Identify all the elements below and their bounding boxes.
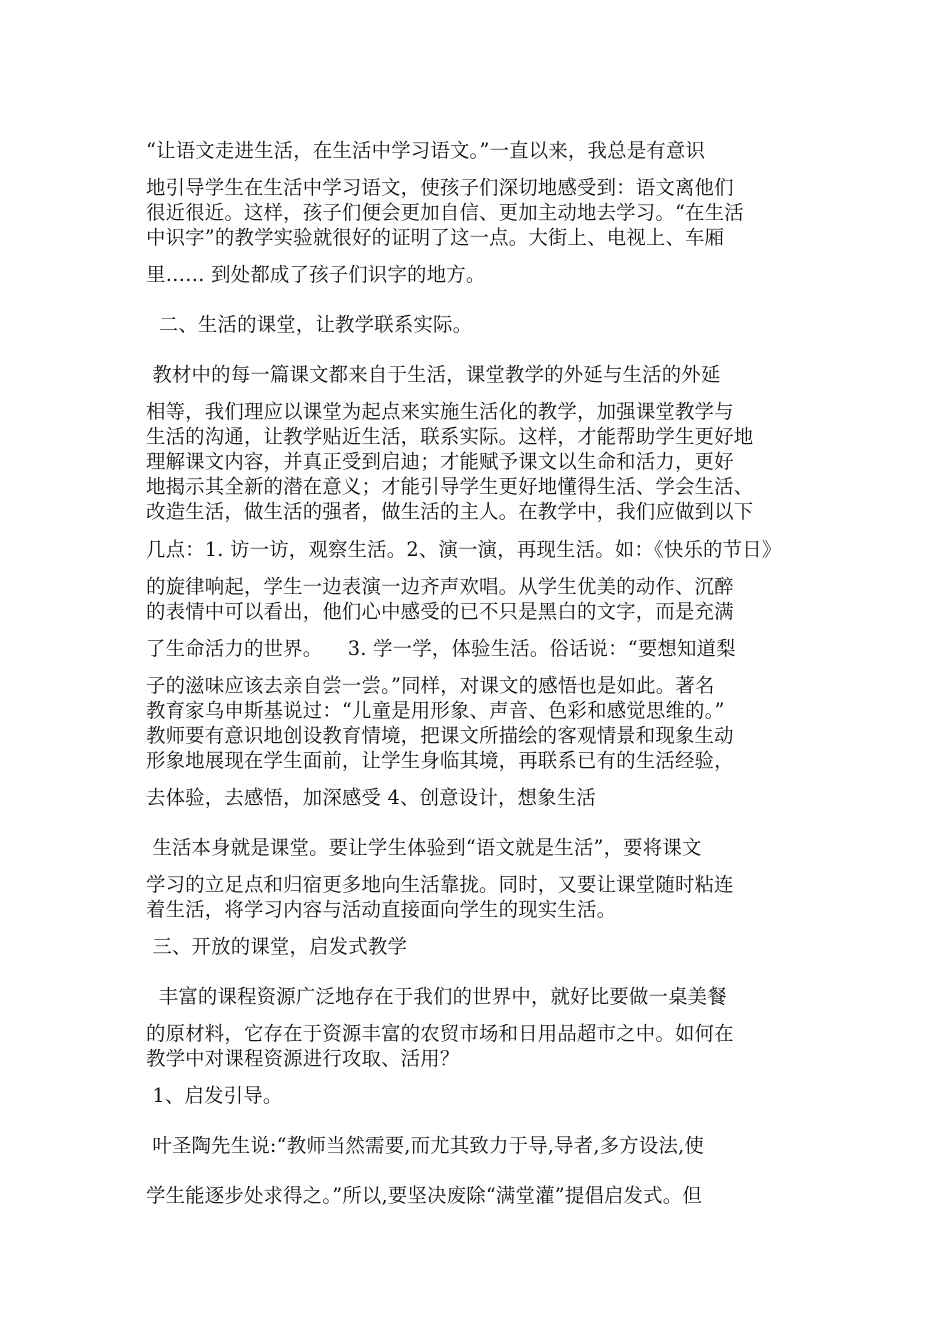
paragraph-line: 丰富的课程资源广泛地存在于我们的世界中，就好比要做一桌美餐 xyxy=(146,985,727,1008)
paragraph-line: 的原材料，它存在于资源丰富的农贸市场和日用品超市之中。如何在 xyxy=(146,1022,734,1045)
paragraph-line: 地引导学生在生活中学习语文，使孩子们深切地感受到：语文离他们 xyxy=(146,176,734,199)
section-heading: 二、生活的课堂，让教学联系实际。 xyxy=(146,313,473,336)
paragraph-line: 学习的立足点和归宿更多地向生活靠拢。同时，又要让课堂随时粘连 xyxy=(146,873,734,896)
paragraph-line: 生活的沟通，让教学贴近生活，联系实际。这样，才能帮助学生更好地 xyxy=(146,425,754,448)
paragraph-line: 理解课文内容，并真正受到启迪；才能赋予课文以生命和活力，更好 xyxy=(146,450,734,473)
paragraph-line: 的旋律响起，学生一边表演一边齐声欢唱。从学生优美的动作、沉醉 xyxy=(146,575,734,598)
paragraph-line: “让语文走进生活，在生活中学习语文。”一直以来，我总是有意识 xyxy=(146,139,706,162)
paragraph-line: 学生能逐步处求得之。”所以,要坚决废除“满堂灌”提倡启发式。但 xyxy=(146,1184,702,1207)
paragraph-line: 的表情中可以看出，他们心中感受的已不只是黑白的文字，而是充满 xyxy=(146,600,734,623)
paragraph-line: 形象地展现在学生面前，让学生身临其境，再联系已有的生活经验， xyxy=(146,749,734,772)
paragraph-line: 几点：1. 访一访，观察生活。2、演一演，再现生活。如：《快乐的节日》 xyxy=(146,538,782,561)
paragraph-line: 中识字”的教学实验就很好的证明了这一点。大街上、电视上、车厢 xyxy=(146,226,725,249)
paragraph-line: 生活本身就是课堂。要让学生体验到“语文就是生活”，要将课文 xyxy=(146,836,702,859)
paragraph-line: 教育家乌申斯基说过：“儿童是用形象、声音、色彩和感觉思维的。” xyxy=(146,699,725,722)
paragraph-line: 去体验，去感悟，加深感受 4、创意设计，想象生活 xyxy=(146,786,596,809)
paragraph-line: 教学中对课程资源进行攻取、活用？ xyxy=(146,1047,460,1070)
paragraph-line: 很近很近。这样，孩子们便会更加自信、更加主动地去学习。“在生活 xyxy=(146,201,744,224)
paragraph-line: 了生命活力的世界。 3. 学一学，体验生活。俗话说：“要想知道梨 xyxy=(146,637,736,660)
subsection-heading: 1、启发引导。 xyxy=(146,1084,283,1107)
paragraph-line: 着生活，将学习内容与活动直接面向学生的现实生活。 xyxy=(146,898,617,921)
paragraph-line: 相等，我们理应以课堂为起点来实施生活化的教学，加强课堂教学与 xyxy=(146,400,734,423)
section-heading: 三、开放的课堂，启发式教学 xyxy=(146,935,408,958)
paragraph-line: 子的滋味应该去亲自尝一尝。”同样，对课文的感悟也是如此。著名 xyxy=(146,674,715,697)
paragraph-line: 教材中的每一篇课文都来自于生活，课堂教学的外延与生活的外延 xyxy=(146,363,721,386)
paragraph-line: 教师要有意识地创设教育情境，把课文所描绘的客观情景和现象生动 xyxy=(146,724,734,747)
paragraph-line: 里…… 到处都成了孩子们识字的地方。 xyxy=(146,263,486,286)
paragraph-line: 地揭示其全新的潜在意义；才能引导学生更好地懂得生活、学会生活、 xyxy=(146,475,754,498)
paragraph-line: 改造生活，做生活的强者，做生活的主人。在教学中，我们应做到以下 xyxy=(146,500,754,523)
paragraph-line: 叶圣陶先生说:“教师当然需要,而尤其致力于导,导者,多方设法,使 xyxy=(146,1134,705,1157)
